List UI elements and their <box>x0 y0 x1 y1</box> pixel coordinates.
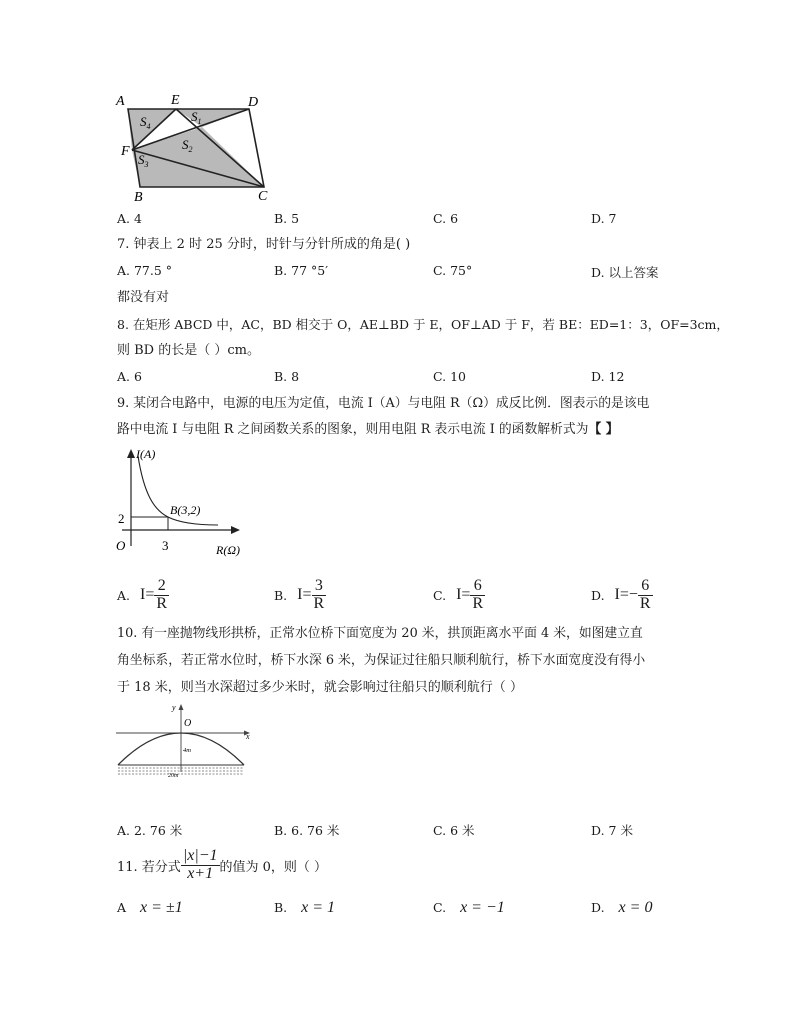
x-axis-label: R(Ω) <box>216 543 240 557</box>
fraction-numerator: |x|−1 <box>182 847 218 864</box>
q11-option-d[interactable] <box>591 899 652 917</box>
fraction-denominator: R <box>313 594 325 612</box>
fraction-denominator: R <box>472 594 484 612</box>
y-axis-label: y <box>172 703 176 712</box>
y-axis-arrow <box>127 449 135 458</box>
origin-label: O <box>184 718 192 729</box>
label-a: A <box>116 94 125 109</box>
q6-option-c[interactable]: C. 6 <box>433 211 459 226</box>
q9-option-b[interactable] <box>274 578 326 613</box>
q9-function-graph <box>112 446 252 558</box>
q10-option-a[interactable]: A. 2. 76 米 <box>117 823 183 838</box>
q11-option-a-expr: x = ±1 <box>140 899 183 916</box>
origin-label: O <box>116 538 126 553</box>
label-s2: $S_2$ <box>182 137 193 154</box>
x-axis-label: x <box>246 732 250 741</box>
label-b: B <box>134 190 143 205</box>
q9-option-b-fraction <box>312 578 327 613</box>
q9-option-a-fraction <box>154 578 169 613</box>
q6-option-b[interactable]: B. 5 <box>274 211 300 226</box>
label-c: C <box>258 189 268 204</box>
q11-option-c-letter: C. <box>433 900 447 915</box>
x-axis-arrow <box>231 526 240 534</box>
q10-stem-line3: 于 18 米，则当水深超过多少米时，就会影响过往船只的顺利航行（ ） <box>117 680 523 695</box>
q11-option-b[interactable] <box>274 899 335 917</box>
q7-stem: 7. 钟表上 2 时 25 分时，时针与分针所成的角是( ) <box>117 237 411 252</box>
q8-option-d[interactable]: D. 12 <box>591 369 625 384</box>
label-f: F <box>121 144 130 159</box>
q9-option-a-prefix: I= <box>140 586 155 604</box>
label-d: D <box>248 95 259 110</box>
point-b-label: B(3,2) <box>170 503 201 517</box>
q9-answer-bracket: 【 】 <box>588 422 619 437</box>
q9-stem-line1: 9. 某闭合电路中，电源的电压为定值，电流 I（A）与电阻 R（Ω）成反比例．图表示的是该电 <box>117 396 650 411</box>
q9-option-d-letter: D. <box>591 587 605 603</box>
width-label: 20m <box>168 773 179 779</box>
q11-option-d-expr: x = 0 <box>618 899 653 916</box>
q7-option-a[interactable]: A. 77.5 ° <box>117 263 173 278</box>
fraction-denominator: R <box>639 594 651 612</box>
y-axis-arrow <box>179 704 184 710</box>
q9-option-c-prefix: I= <box>456 586 471 604</box>
q10-option-b[interactable]: B. 6. 76 米 <box>274 823 340 838</box>
q7-option-c[interactable]: C. 75° <box>433 263 473 278</box>
q8-option-b[interactable]: B. 8 <box>274 369 300 384</box>
q10-option-c[interactable]: C. 6 米 <box>433 823 475 838</box>
y-axis-label: I(A) <box>136 447 156 461</box>
q9-option-b-prefix: I= <box>297 586 312 604</box>
fraction-numerator: 6 <box>470 578 485 596</box>
q10-option-d[interactable]: D. 7 米 <box>591 823 633 838</box>
q8-stem-line2: 则 BD 的长是（ ）cm。 <box>117 343 260 358</box>
q8-stem-line1: 8. 在矩形 ABCD 中，AC，BD 相交于 O，AE⊥BD 于 E，OF⊥AD 于 F，若 BE：ED=1：3，OF=3cm， <box>117 317 729 332</box>
q11-fraction <box>181 848 220 883</box>
fraction-numerator: 6 <box>638 578 653 596</box>
q7-option-d-continuation: 都没有对 <box>117 290 170 305</box>
y-tick-label: 2 <box>118 511 125 526</box>
q11-prefix: 11. 若分式 <box>117 859 181 875</box>
label-e: E <box>171 93 180 108</box>
x-tick-label: 3 <box>162 538 169 553</box>
q10-stem-line1: 10. 有一座抛物线形拱桥，正常水位桥下面宽度为 20 米，拱顶距离水平面 4 米，如图建立直 <box>117 626 643 641</box>
q9-option-c-letter: C. <box>433 587 447 603</box>
q11-option-c[interactable] <box>433 899 505 917</box>
q11-option-a[interactable] <box>117 899 183 917</box>
q10-bridge-figure <box>114 700 256 784</box>
q9-option-a-letter: A. <box>117 587 131 603</box>
q9-option-c[interactable] <box>433 578 485 613</box>
q9-option-d[interactable] <box>591 578 653 613</box>
height-label: 4m <box>183 747 191 754</box>
q7-option-d[interactable]: D. 以上答案 <box>591 265 659 280</box>
q8-option-a[interactable]: A. 6 <box>117 369 142 384</box>
q9-option-d-fraction <box>638 578 653 613</box>
q9-stem-line2 <box>117 421 619 439</box>
label-s1: $S_1$ <box>191 109 202 126</box>
q11-option-d-letter: D. <box>591 900 605 915</box>
q9-option-a[interactable] <box>117 578 169 613</box>
label-s4: $S_4$ <box>140 114 151 131</box>
q8-option-c[interactable]: C. 10 <box>433 369 466 384</box>
q11-stem <box>117 848 327 883</box>
q7-option-b[interactable]: B. 77 °5′ <box>274 263 329 278</box>
q10-stem-line2: 角坐标系，若正常水位时，桥下水深 6 米，为保证过往船只顺利航行，桥下水面宽度没有得小 <box>117 653 646 668</box>
label-s3: $S_3$ <box>138 152 149 169</box>
q6-option-a[interactable]: A. 4 <box>117 211 142 226</box>
q9-option-c-fraction <box>470 578 485 613</box>
fraction-denominator: R <box>156 594 168 612</box>
q9-option-b-letter: B. <box>274 587 288 603</box>
q11-option-b-letter: B. <box>274 900 288 915</box>
fraction-denominator: x+1 <box>187 864 214 882</box>
q11-option-b-expr: x = 1 <box>301 899 336 916</box>
q6-option-d[interactable]: D. 7 <box>591 211 617 226</box>
q9-option-d-prefix: I=− <box>614 586 638 604</box>
fraction-numerator: 3 <box>312 578 327 596</box>
q11-suffix: 的值为 0，则（ ） <box>219 859 328 875</box>
q11-option-a-letter: A <box>117 900 127 915</box>
fraction-numerator: 2 <box>154 578 169 596</box>
q9-stem-text: 路中电流 I 与电阻 R 之间函数关系的图象，则用电阻 R 表示电流 I 的函数解析式为 <box>117 422 589 437</box>
q11-option-c-expr: x = −1 <box>460 899 505 916</box>
q6-parallelogram-figure <box>112 90 282 205</box>
